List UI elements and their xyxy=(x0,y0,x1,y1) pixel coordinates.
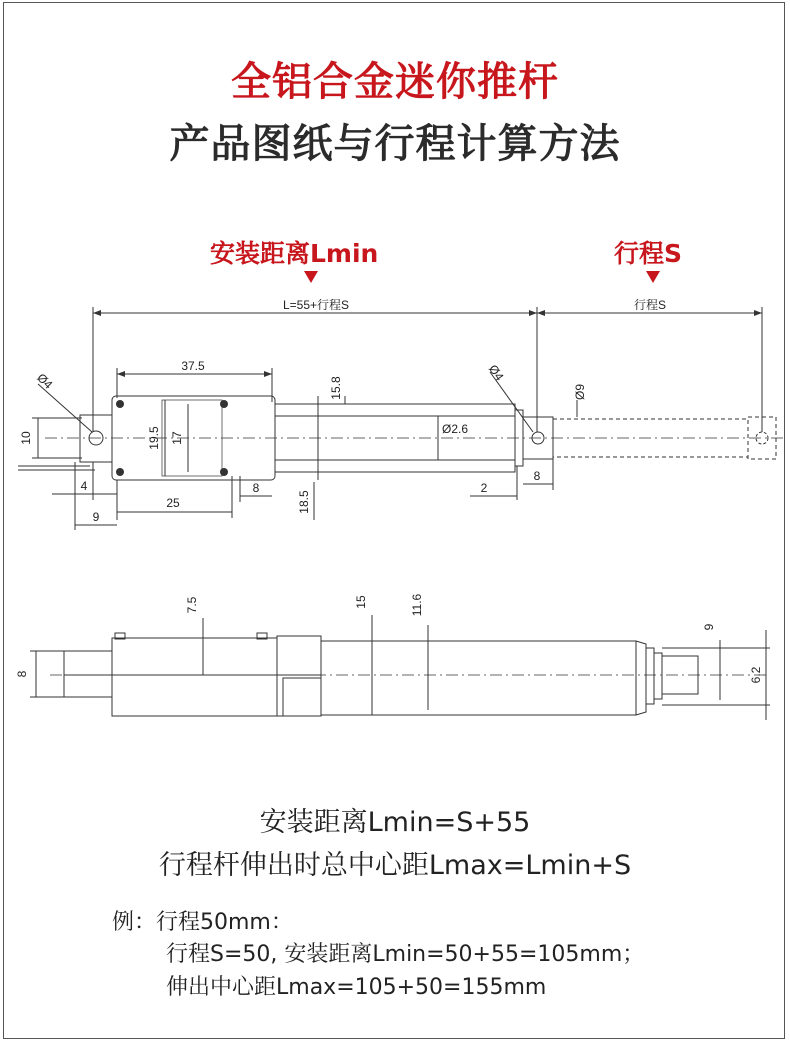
dim-18-5: 18.5 xyxy=(297,490,311,514)
install-distance-label: 安装距离Lmin xyxy=(210,239,379,268)
dim-phi4-left: Ø4 xyxy=(34,370,56,392)
dim-stroke: 行程S xyxy=(633,298,667,312)
title-line-2: 产品图纸与行程计算方法 xyxy=(169,121,621,167)
dim-7-5: 7.5 xyxy=(185,596,199,614)
dim-2: 2 xyxy=(480,481,488,495)
dim-11-6: 11.6 xyxy=(410,593,424,617)
dim-17: 17 xyxy=(170,431,184,445)
dim-15-8: 15.8 xyxy=(329,376,343,400)
dim-total: L=55+行程S xyxy=(282,298,350,312)
dim-8b: 8 xyxy=(533,469,541,483)
dim-9: 9 xyxy=(92,510,100,524)
formula-lmax: 行程杆伸出时总中心距Lmax=Lmin+S xyxy=(158,850,632,881)
dim-side-8: 8 xyxy=(15,670,29,678)
motor-body-side xyxy=(112,638,277,716)
dim-19-5: 19.5 xyxy=(147,426,161,450)
example-heading: 例：行程50mm： xyxy=(112,910,293,935)
rear-clevis xyxy=(64,651,112,697)
side-view xyxy=(15,593,770,720)
title-line-1: 全铝合金迷你推杆 xyxy=(231,59,559,105)
actuator-tube-side xyxy=(321,641,636,715)
formula-lmin: 安装距离Lmin=S+55 xyxy=(259,807,531,838)
dim-6-2: 6.2 xyxy=(749,666,763,684)
example-line-1: 行程S=50, 安装距离Lmin=50+55=105mm； xyxy=(166,942,645,967)
dim-25: 25 xyxy=(166,496,180,510)
rear-mount xyxy=(80,415,112,462)
dim-side-9: 9 xyxy=(702,623,716,631)
top-view xyxy=(18,298,785,530)
example-line-2: 伸出中心距Lmax=105+50=155mm xyxy=(166,975,547,1000)
dim-phi4-right: Ø4 xyxy=(485,362,507,384)
dim-10: 10 xyxy=(19,431,33,445)
dim-37-5: 37.5 xyxy=(181,359,205,373)
dim-4: 4 xyxy=(80,479,88,493)
stroke-label: 行程S xyxy=(614,239,683,268)
dim-phi2-6: Ø2.6 xyxy=(441,422,469,436)
dim-phi9: Ø9 xyxy=(573,383,587,401)
dim-15: 15 xyxy=(354,595,368,609)
dim-8a: 8 xyxy=(252,481,260,495)
